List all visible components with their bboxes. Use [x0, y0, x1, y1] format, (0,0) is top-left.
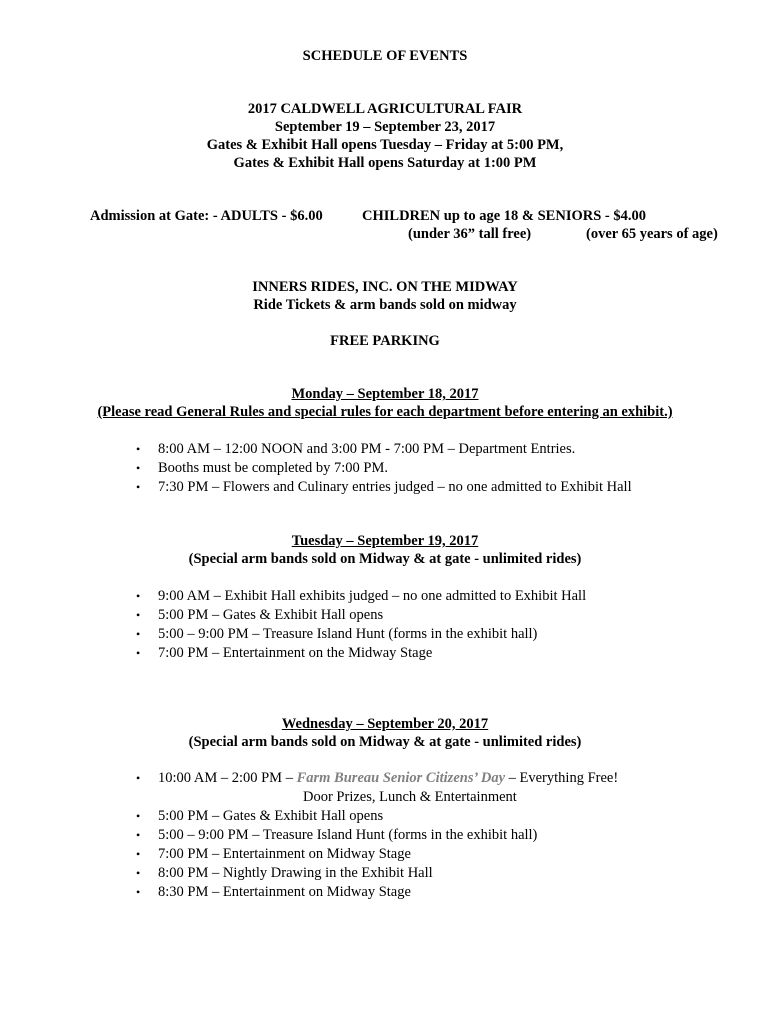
bullet-icon: •	[136, 828, 141, 842]
wednesday-note: (Special arm bands sold on Midway & at gate - unlimited rides)	[188, 734, 582, 750]
tuesday-heading: Tuesday – September 19, 2017	[291, 533, 479, 549]
free-parking: FREE PARKING	[330, 333, 440, 349]
event-text: 5:00 – 9:00 PM – Treasure Island Hunt (forms in the exhibit hall)	[158, 626, 538, 642]
list-item	[136, 845, 618, 864]
children-note: (under 36” tall free)	[408, 226, 532, 242]
bullet-icon: •	[136, 809, 141, 823]
bullet-icon: •	[136, 866, 141, 880]
monday-event-list	[136, 440, 632, 497]
event-text: 8:00 PM – Nightly Drawing in the Exhibit Hall	[158, 865, 433, 881]
wednesday-heading: Wednesday – September 20, 2017	[281, 716, 489, 732]
hours-saturday: Gates & Exhibit Hall opens Saturday at 1:00 PM	[233, 155, 537, 171]
list-item	[136, 864, 618, 883]
event-text: 7:00 PM – Entertainment on Midway Stage	[158, 846, 411, 862]
list-item	[136, 606, 586, 625]
list-item	[136, 644, 586, 663]
event-text: 5:00 – 9:00 PM – Treasure Island Hunt (forms in the exhibit hall)	[158, 827, 538, 843]
list-item	[136, 883, 618, 902]
event-text: 7:30 PM – Flowers and Culinary entries judged – no one admitted to Exhibit Hall	[158, 479, 632, 495]
bullet-icon: •	[136, 589, 141, 603]
bullet-icon: •	[136, 627, 141, 641]
bullet-icon: •	[136, 442, 141, 456]
event-text-suffix: – Everything Free!	[505, 770, 619, 786]
page-title: SCHEDULE OF EVENTS	[302, 48, 468, 64]
bullet-icon: •	[136, 771, 141, 785]
rides-tickets: Ride Tickets & arm bands sold on midway	[253, 297, 517, 313]
bullet-icon: •	[136, 847, 141, 861]
list-item	[136, 459, 632, 478]
list-item	[136, 440, 632, 459]
tuesday-note: (Special arm bands sold on Midway & at gate - unlimited rides)	[188, 551, 582, 567]
bullet-icon: •	[136, 608, 141, 622]
event-text: 7:00 PM – Entertainment on the Midway Stage	[158, 645, 433, 661]
bullet-icon: •	[136, 461, 141, 475]
senior-day-highlight: Farm Bureau Senior Citizens’ Day	[296, 770, 506, 786]
monday-note: (Please read General Rules and special rules for each department before entering an exhibit.)	[97, 404, 673, 420]
fair-name: 2017 CALDWELL AGRICULTURAL FAIR	[247, 101, 523, 117]
list-item	[136, 807, 618, 826]
tuesday-event-list	[136, 587, 587, 663]
seniors-note: (over 65 years of age)	[586, 226, 718, 242]
wednesday-event-list	[136, 769, 619, 902]
event-text: Booths must be completed by 7:00 PM.	[158, 460, 388, 476]
list-item	[136, 625, 586, 644]
event-text: 5:00 PM – Gates & Exhibit Hall opens	[158, 808, 384, 824]
event-text: 9:00 AM – Exhibit Hall exhibits judged – no one admitted to Exhibit Hall	[158, 588, 587, 604]
list-item	[136, 769, 619, 807]
fair-dates: September 19 – September 23, 2017	[274, 119, 496, 135]
admission-children-seniors: CHILDREN up to age 18 & SENIORS - $4.00	[362, 208, 646, 224]
monday-heading: Monday – September 18, 2017	[291, 386, 479, 402]
list-item	[136, 587, 587, 606]
list-item	[136, 478, 632, 497]
event-text: 5:00 PM – Gates & Exhibit Hall opens	[158, 607, 384, 623]
bullet-icon: •	[136, 885, 141, 899]
admission-adults: Admission at Gate: - ADULTS - $6.00	[90, 208, 323, 224]
event-text-prefix: 10:00 AM – 2:00 PM –	[158, 770, 297, 786]
bullet-icon: •	[136, 480, 141, 494]
list-item	[136, 826, 618, 845]
event-text: 8:00 AM – 12:00 NOON and 3:00 PM - 7:00 PM – Department Entries.	[158, 441, 576, 457]
hours-weekday: Gates & Exhibit Hall opens Tuesday – Friday at 5:00 PM,	[206, 137, 564, 153]
bullet-icon: •	[136, 646, 141, 660]
rides-company: INNERS RIDES, INC. ON THE MIDWAY	[252, 279, 518, 295]
event-continuation: Door Prizes, Lunch & Entertainment	[303, 789, 517, 805]
event-text: 8:30 PM – Entertainment on Midway Stage	[158, 884, 411, 900]
